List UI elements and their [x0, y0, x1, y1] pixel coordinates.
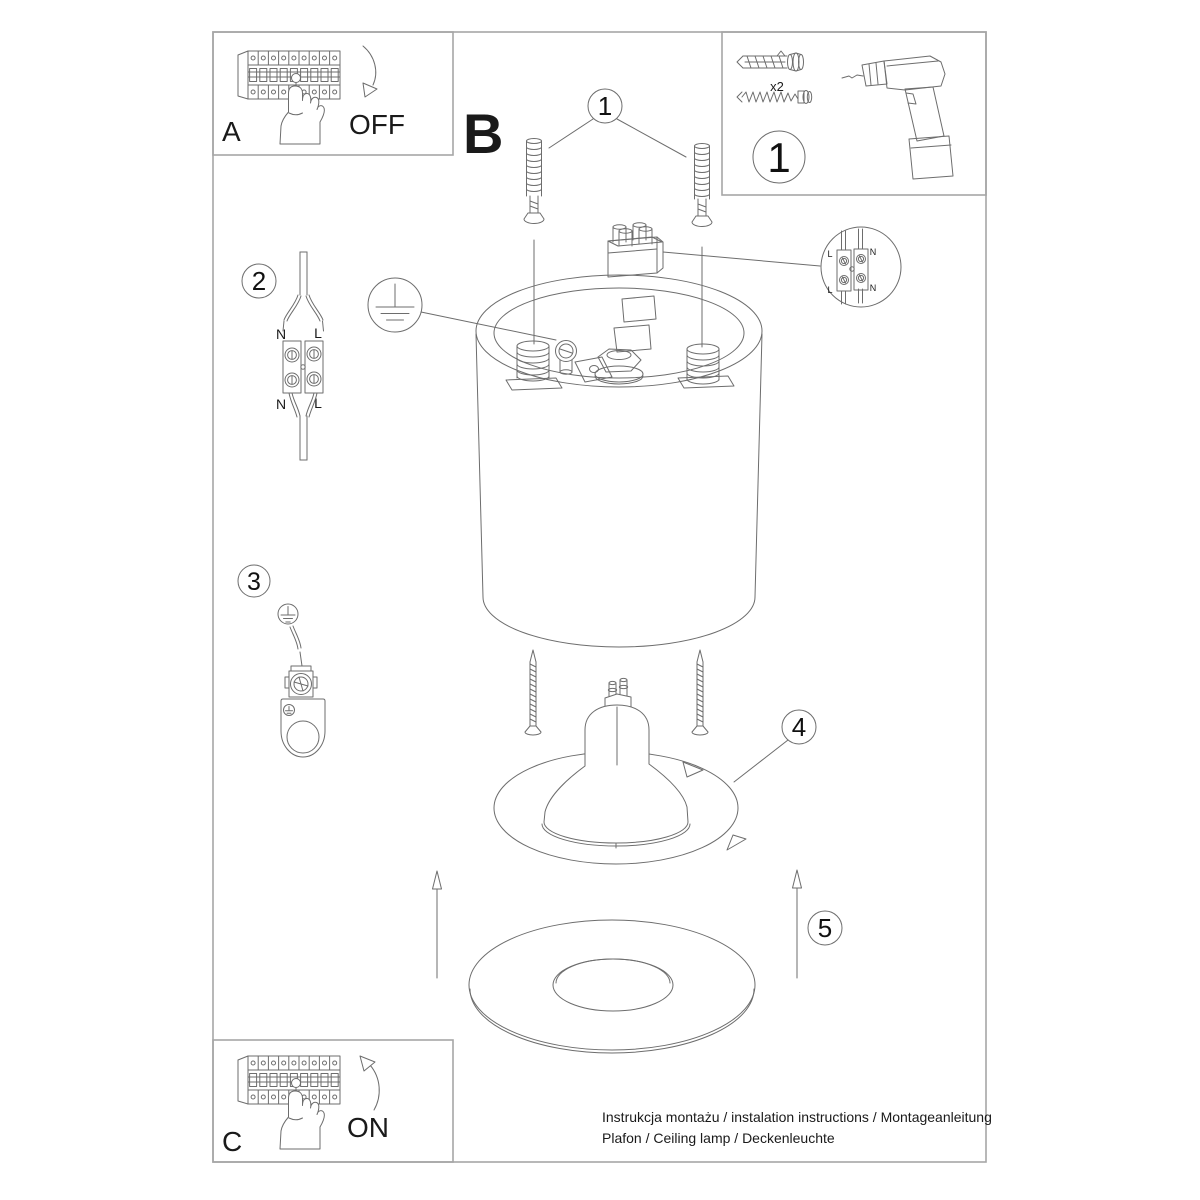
tools-box — [722, 32, 986, 195]
terminal-block — [608, 223, 820, 277]
rotation-arrow-bottom — [727, 835, 746, 850]
step-c-label: C — [222, 1126, 243, 1157]
fixing-screw-right — [692, 650, 708, 735]
wire-l-top: L — [314, 325, 322, 341]
step-4-number: 4 — [791, 712, 807, 742]
page-border — [213, 32, 986, 1162]
step-5-number: 5 — [817, 913, 833, 943]
tools-number: 1 — [767, 134, 791, 181]
on-label: ON — [347, 1112, 389, 1143]
step-3-number: 3 — [247, 568, 261, 596]
svg-text:1: 1 — [597, 91, 613, 121]
cover-ring-outer — [469, 920, 755, 1050]
drill-icon — [842, 56, 953, 179]
detail-n-bottom: N — [869, 283, 877, 293]
bushing-right — [678, 344, 734, 388]
arrow-down-curve — [363, 46, 376, 85]
mounting-screw-left — [524, 139, 544, 345]
gu10-bulb — [542, 678, 690, 848]
lamp-interior — [506, 296, 734, 390]
detail-l-bottom: L — [827, 285, 833, 295]
step-a-label: A — [222, 116, 241, 147]
footer-line-2: Plafon / Ceiling lamp / Deckenleuchte — [602, 1130, 835, 1146]
anchor-qty-label: x2 — [770, 79, 784, 94]
pressing-hand-icon — [280, 1091, 324, 1149]
off-label: OFF — [349, 109, 405, 140]
up-arrow-right — [793, 870, 802, 978]
wall-plug-icon — [737, 51, 804, 71]
label-sticker-2 — [614, 325, 651, 352]
screw-icon — [737, 91, 812, 104]
terminal-detail-leader — [663, 252, 820, 266]
detail-l-top: L — [827, 249, 833, 259]
label-sticker-1 — [622, 296, 656, 322]
pressing-hand-icon — [280, 86, 324, 144]
step-2-number: 2 — [251, 266, 267, 296]
step-5-ring — [433, 870, 843, 1053]
ground-screw — [556, 341, 613, 383]
up-arrow-left — [433, 871, 442, 978]
callout-1 — [549, 89, 686, 157]
wire-l-bottom: L — [314, 395, 322, 411]
terminal-detail-circle — [821, 227, 901, 307]
footer-line-1: Instrukcja montażu / instalation instructions / Montageanleitung — [602, 1109, 992, 1125]
step-2-wiring — [242, 252, 324, 460]
wire-n-top: N — [275, 326, 287, 342]
lamp-body — [476, 275, 762, 647]
ground-symbol-callout — [368, 278, 556, 340]
step-c-power-on — [213, 1040, 453, 1162]
step-a-power-off — [213, 32, 453, 155]
footer — [602, 1109, 992, 1146]
mounting-screw-right — [692, 144, 712, 348]
step-3-grounding — [238, 565, 325, 757]
step-4-bulb — [494, 678, 816, 864]
step-b-label: B — [463, 102, 504, 165]
fixing-screw-left — [525, 650, 541, 735]
arrow-up-curve — [370, 1065, 379, 1110]
arrow-down-head — [363, 83, 377, 97]
terminal-tubes — [613, 223, 652, 246]
detail-n-top: N — [869, 247, 877, 257]
wire-n-bottom: N — [275, 396, 287, 412]
